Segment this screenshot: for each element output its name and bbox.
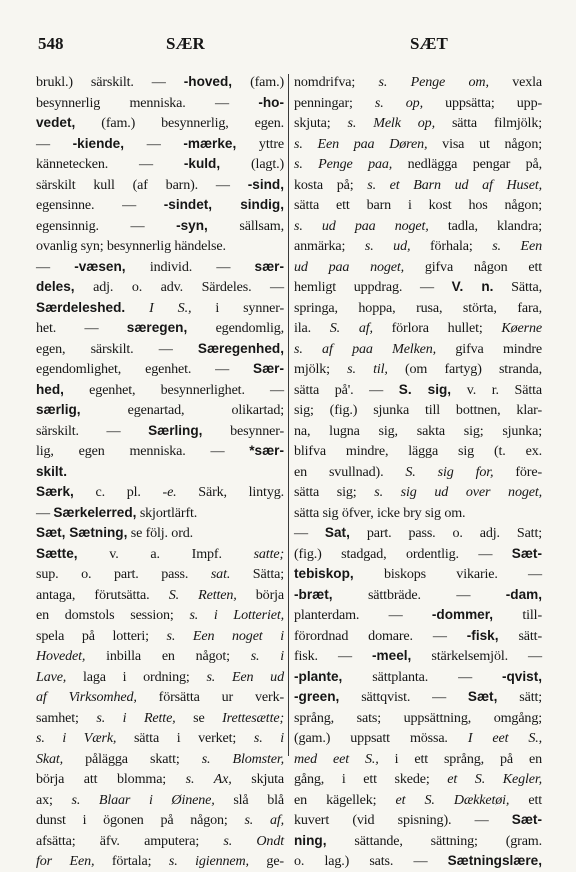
headword: -syn,: [176, 217, 208, 233]
definition-text: planterdam. —: [294, 607, 432, 623]
definition-text: afsätta; äfv. amputera;: [36, 832, 224, 849]
definition-text: individ. —: [125, 258, 255, 275]
dictionary-line: [36, 154, 284, 175]
definition-text: gifva mindre: [436, 340, 542, 357]
example-phrase: s. Blomster,: [201, 750, 284, 767]
headword: -green,: [294, 689, 340, 704]
example-phrase: s. et Barn ud af Huset,: [367, 176, 543, 193]
definition-text: till-: [493, 607, 542, 623]
headword: Særdeleshed.: [36, 299, 126, 315]
definition-text: dunst i ögonen på någon;: [36, 812, 245, 828]
example-phrase: s. af,: [244, 812, 284, 828]
headword: Sæt, Sætning,: [36, 525, 128, 540]
example-phrase: s. Ondt: [223, 832, 284, 849]
example-phrase: s. Melk op,: [347, 115, 435, 131]
definition-text: biskops vikarie. —: [353, 566, 542, 582]
dictionary-line: [294, 318, 542, 339]
definition-text: —: [36, 135, 73, 152]
headword: særlig,: [36, 402, 81, 417]
page-number: 548: [38, 34, 64, 53]
left-headword: SÆR: [166, 34, 205, 53]
definition-text: stärkelsemjöl. —: [411, 648, 543, 664]
headword: Sær-: [253, 361, 284, 376]
headword: Særling,: [148, 422, 203, 438]
definition-text: besynner-: [202, 422, 285, 439]
definition-text: samhet;: [36, 709, 97, 726]
example-phrase: satte;: [253, 545, 284, 562]
dictionary-line: [294, 400, 542, 421]
dictionary-line: [36, 626, 284, 647]
headword: *sær-: [249, 443, 284, 458]
definition-text: egen, särskilt. —: [36, 340, 198, 357]
definition-text: —: [294, 525, 325, 541]
dictionary-line: [294, 175, 542, 196]
dictionary-line: [294, 749, 542, 770]
dictionary-line: [36, 605, 284, 626]
example-phrase: s. op,: [374, 94, 423, 111]
example-phrase: s. Blaar i Øinene,: [71, 791, 215, 808]
definition-text: adj. o. adv. Särdeles. —: [74, 279, 284, 295]
dictionary-line: [294, 421, 542, 442]
definition-text: ax;: [36, 791, 72, 808]
example-phrase: s. i: [253, 730, 284, 746]
dictionary-line: [294, 605, 542, 626]
definition-text: inbilla en något;: [85, 648, 251, 664]
definition-text: na, lugna sig, sakta sig; sjunka;: [294, 422, 542, 439]
definition-text: Sätta;: [230, 566, 284, 582]
example-phrase: s. Een ud: [206, 668, 284, 685]
definition-text: (om fartyg) stranda,: [387, 361, 542, 377]
definition-text: sig; (fig.) sjunka till bottnen, klar-: [294, 402, 542, 418]
headword: -mærke,: [183, 135, 237, 151]
headword: S. sig,: [398, 381, 452, 397]
dictionary-line: [36, 564, 284, 585]
example-phrase: s. til,: [347, 361, 388, 377]
dictionary-line: [36, 585, 284, 606]
headword: Sæt-: [511, 812, 542, 827]
example-phrase: s. i Lotteriet,: [189, 607, 285, 623]
right-headword: SÆT: [410, 34, 448, 53]
definition-text: sättqvist. —: [339, 689, 468, 705]
example-phrase: s. i Værk,: [36, 730, 117, 746]
definition-text: kosta på;: [294, 176, 368, 193]
dictionary-line: [294, 790, 542, 811]
definition-text: tadla, klandra;: [428, 217, 542, 234]
example-phrase: S. Retten,: [168, 586, 237, 603]
example-phrase: s. ud,: [364, 238, 411, 254]
example-phrase: et S. Kegler,: [447, 771, 542, 787]
headword: -væsen,: [74, 258, 126, 274]
definition-text: förordnad domare. —: [294, 627, 467, 644]
example-phrase: s. sig ud over noget,: [374, 484, 542, 500]
dictionary-line: [36, 708, 284, 729]
definition-text: gång, i ett skede;: [294, 771, 448, 787]
dictionary-line: [294, 769, 542, 790]
dictionary-line: [294, 359, 542, 380]
headword: -dommer,: [431, 607, 494, 622]
definition-text: het. —: [36, 320, 127, 336]
left-column: [36, 72, 284, 872]
headword: -kiende,: [72, 135, 125, 151]
dictionary-line: [36, 400, 284, 421]
definition-text: sup. o. part. pass.: [36, 566, 211, 582]
dictionary-line: [294, 831, 542, 852]
definition-text: särskilt. —: [36, 422, 149, 439]
dictionary-line: [294, 564, 542, 585]
example-phrase: s. igiennem,: [168, 853, 249, 869]
dictionary-line: [36, 298, 284, 319]
definition-text: sätta i verket;: [116, 730, 254, 746]
dictionary-line: [36, 482, 284, 503]
definition-text: fisk. —: [294, 648, 373, 664]
dictionary-line: [294, 195, 542, 216]
dictionary-line: [36, 523, 284, 544]
definition-text: mjölk;: [294, 361, 348, 377]
dictionary-line: [36, 257, 284, 278]
headword: -qvist,: [501, 668, 542, 684]
example-phrase: s. Ax,: [185, 771, 232, 787]
headword: Sæt,: [467, 689, 498, 704]
dictionary-line: [36, 113, 284, 134]
definition-text: springa, hoppa, rusa, störta, fara,: [294, 299, 542, 316]
example-phrase: s. Penge paa,: [294, 156, 393, 172]
definition-text: uppsätta; upp-: [422, 94, 543, 111]
headword: -dam,: [505, 586, 542, 602]
definition-text: visa ut någon;: [427, 135, 542, 152]
dictionary-line: [36, 72, 284, 93]
dictionary-line: [36, 790, 284, 811]
example-phrase: s. Penge om,: [378, 74, 489, 90]
headword: særegen,: [126, 320, 188, 335]
definition-text: vexla: [488, 74, 542, 90]
definition-text: (fam.) besynnerlig, egen.: [75, 115, 284, 131]
dictionary-line: [36, 462, 284, 483]
definition-text: (lagt.): [220, 156, 285, 172]
definition-text: ovanlig syn; besynnerlig händelse.: [36, 238, 226, 254]
headword: -bræt,: [294, 586, 333, 602]
headword: -sindet, sindig,: [163, 197, 284, 212]
dictionary-line: [36, 687, 284, 708]
definition-text: —: [36, 258, 75, 275]
dictionary-line: [294, 523, 542, 544]
headword: deles,: [36, 279, 75, 294]
example-phrase: s. Een paa Døren,: [294, 135, 428, 152]
dictionary-line: [294, 298, 542, 319]
definition-text: kuvert (vid spisning). —: [294, 812, 512, 828]
dictionary-line: [36, 749, 284, 770]
definition-text: en kägellek;: [294, 791, 396, 808]
dictionary-line: [36, 318, 284, 339]
dictionary-line: [294, 441, 542, 462]
dictionary-line: [294, 544, 542, 565]
definition-text: språng, sats; uppsättning, omgång;: [294, 709, 542, 726]
dictionary-line: [36, 93, 284, 114]
definition-text: besynnerlig menniska. —: [36, 94, 259, 111]
dictionary-line: [294, 708, 542, 729]
definition-text: sätta filmjölk;: [434, 115, 542, 131]
definition-text: lig, egen menniska. —: [36, 443, 250, 459]
headword: hed,: [36, 381, 64, 397]
dictionary-line: [36, 810, 284, 831]
definition-text: sätta ett barn i kost hos någon;: [294, 197, 542, 213]
dictionary-line: [36, 544, 284, 565]
definition-text: kännetecken. —: [36, 156, 184, 172]
definition-text: nedlägga pengar på,: [392, 156, 542, 172]
definition-text: sällsam,: [207, 217, 284, 234]
definition-text: en domstols session;: [36, 607, 190, 623]
definition-text: part. pass. o. adj. Satt;: [349, 525, 542, 541]
definition-text: i ett språng, på en: [378, 750, 542, 767]
definition-text: sätt-: [498, 627, 542, 644]
dictionary-line: [294, 585, 542, 606]
definition-text: sättbräde. —: [332, 586, 506, 603]
definition-text: sätta sig;: [294, 484, 375, 500]
example-phrase: for Een,: [36, 853, 95, 869]
definition-text: —: [124, 135, 184, 152]
headword: V. n.: [451, 279, 494, 294]
definition-text: o. lag.) sats. —: [294, 853, 448, 869]
dictionary-line: [36, 216, 284, 237]
definition-text: spela på lotteri;: [36, 627, 167, 644]
definition-text: förtala;: [94, 853, 169, 869]
definition-text: penningar;: [294, 94, 375, 111]
dictionary-line: [36, 503, 284, 524]
headword: Særk,: [36, 484, 74, 499]
definition-text: egendomlig,: [187, 320, 284, 336]
definition-text: sätta på'. —: [294, 381, 399, 398]
definition-text: skjuta;: [294, 115, 348, 131]
definition-text: (fig.) stadgad, ordentlig. —: [294, 545, 512, 562]
example-phrase: s. i Rette,: [96, 709, 176, 726]
headword: Særegenhed,: [197, 340, 284, 356]
dictionary-columns: [36, 72, 556, 869]
example-phrase: S. af,: [329, 320, 373, 336]
definition-text: ett: [509, 791, 543, 808]
definition-text: i synner-: [191, 299, 285, 316]
definition-text: skjuta: [231, 771, 285, 787]
example-phrase: ud paa noget,: [294, 258, 405, 275]
dictionary-line: [36, 236, 284, 257]
headword: sær-: [254, 258, 284, 274]
definition-text: egensinnig. —: [36, 217, 177, 234]
dictionary-line: [294, 482, 542, 503]
example-phrase: Irettesætte;: [222, 709, 284, 726]
dictionary-line: [294, 236, 542, 257]
dictionary-line: [294, 851, 542, 872]
headword: -sind,: [247, 176, 284, 192]
example-phrase: s. ud paa noget,: [294, 217, 429, 234]
headword: tebiskop,: [294, 566, 354, 581]
dictionary-line: [36, 380, 284, 401]
definition-text: hemligt uppdrag. —: [294, 279, 452, 295]
example-phrase: S. sig for,: [405, 463, 494, 480]
definition-text: laga i ordning;: [66, 668, 207, 685]
definition-text: anmärka;: [294, 238, 365, 254]
definition-text: brukl.) särskilt. —: [36, 74, 184, 90]
definition-text: (gam.) uppsatt mössa.: [294, 730, 468, 746]
example-phrase: et S. Dækketøi,: [395, 791, 510, 808]
definition-text: c. pl. -: [73, 484, 168, 500]
right-column: [294, 72, 542, 872]
dictionary-line: [36, 359, 284, 380]
headword: -hoved,: [183, 74, 233, 89]
example-phrase: s. Een: [492, 238, 543, 254]
headword: Sætte,: [36, 545, 78, 561]
definition-text: blifva mindre, lägga sig (t. ex.: [294, 443, 542, 459]
definition-text: Sätta,: [493, 279, 542, 295]
dictionary-line: [294, 503, 542, 524]
definition-text: egenhet, besynnerlighet. —: [63, 381, 284, 398]
definition-text: särskilt kull (af barn). —: [36, 176, 248, 193]
definition-text: börja att blomma;: [36, 771, 186, 787]
definition-text: antaga, förutsätta.: [36, 586, 169, 603]
dictionary-line: [294, 93, 542, 114]
definition-text: börja: [236, 586, 284, 603]
headword: Sæt-: [511, 545, 542, 561]
dictionary-line: [294, 462, 542, 483]
example-phrase: af Virksomhed,: [36, 689, 137, 705]
example-phrase: Hovedet,: [36, 648, 86, 664]
example-phrase: s. Een noget i: [166, 627, 284, 644]
dictionary-line: [294, 667, 542, 688]
dictionary-line: [36, 277, 284, 298]
example-phrase: I eet S.,: [467, 730, 542, 746]
dictionary-line: [294, 728, 542, 749]
definition-text: försätta ur verk-: [136, 689, 285, 705]
dictionary-line: [36, 769, 284, 790]
definition-text: en svullnad).: [294, 463, 406, 480]
page-header: [38, 34, 552, 58]
definition-text: pålägga skatt;: [63, 750, 202, 767]
dictionary-line: [294, 339, 542, 360]
definition-text: egenartad, olikartad;: [80, 402, 284, 418]
headword: -plante,: [294, 668, 343, 684]
definition-text: ila.: [294, 320, 330, 336]
definition-text: förhala;: [410, 238, 493, 254]
example-phrase: e.: [167, 484, 177, 500]
example-phrase: s. i: [250, 648, 284, 664]
headword: -fisk,: [466, 627, 499, 643]
definition-text: nomdrifva;: [294, 74, 379, 90]
definition-text: [125, 300, 149, 316]
definition-text: sätta sig öfver, icke bry sig om.: [294, 504, 466, 521]
dictionary-line: [36, 134, 284, 155]
definition-text: (fam.): [232, 74, 284, 90]
definition-text: gifva någon ett: [404, 258, 542, 275]
dictionary-line: [294, 257, 542, 278]
definition-text: skjortlärft.: [136, 504, 198, 521]
dictionary-line: [36, 646, 284, 667]
definition-text: v. r. Sätta: [451, 381, 542, 398]
dictionary-line: [294, 154, 542, 175]
dictionary-line: [36, 441, 284, 462]
example-phrase: s. af paa Melken,: [294, 340, 437, 357]
dictionary-line: [294, 626, 542, 647]
headword: -kuld,: [183, 156, 221, 171]
definition-text: sättande, sättning; (gram.: [326, 832, 542, 849]
dictionary-line: [294, 277, 542, 298]
definition-text: v. a. Impf.: [77, 545, 254, 562]
definition-text: egendomlighet, egenhet. —: [36, 361, 254, 377]
headword: -meel,: [372, 648, 412, 663]
headword: Særkelerred,: [53, 504, 137, 520]
definition-text: sätt;: [497, 689, 542, 705]
dictionary-line: [294, 113, 542, 134]
definition-text: Särk, lintyg.: [176, 484, 284, 500]
headword: -ho-: [258, 94, 284, 110]
definition-text: slå blå: [214, 791, 284, 808]
definition-text: yttre: [236, 135, 284, 152]
dictionary-line: [294, 810, 542, 831]
dictionary-line: [36, 195, 284, 216]
headword: ning,: [294, 832, 327, 848]
dictionary-line: [36, 339, 284, 360]
dictionary-line: [294, 134, 542, 155]
dictionary-line: [36, 175, 284, 196]
dictionary-line: [36, 421, 284, 442]
headword: Sat,: [324, 525, 350, 540]
definition-text: före-: [493, 463, 542, 480]
example-phrase: Lave,: [36, 668, 67, 685]
headword: skilt.: [36, 463, 67, 479]
headword: Sætningslære,: [447, 853, 542, 868]
example-phrase: sat.: [210, 566, 231, 582]
definition-text: förlora hullet;: [372, 320, 502, 336]
example-phrase: I S.,: [149, 299, 192, 316]
headword: vedet,: [36, 115, 76, 130]
example-phrase: Skat,: [36, 750, 64, 767]
definition-text: se följ. ord.: [127, 525, 194, 541]
dictionary-line: [36, 667, 284, 688]
example-phrase: Køerne: [501, 320, 542, 336]
column-divider: [288, 74, 289, 756]
definition-text: sättplanta. —: [342, 668, 502, 685]
example-phrase: med eet S.,: [294, 750, 379, 767]
dictionary-line: [36, 728, 284, 749]
definition-text: —: [36, 504, 54, 521]
dictionary-line: [294, 72, 542, 93]
dictionary-line: [36, 851, 284, 872]
dictionary-line: [294, 380, 542, 401]
definition-text: egensinne. —: [36, 197, 164, 213]
dictionary-line: [294, 646, 542, 667]
definition-text: ge-: [248, 853, 284, 869]
dictionary-line: [294, 216, 542, 237]
dictionary-line: [36, 831, 284, 852]
definition-text: se: [175, 709, 223, 726]
dictionary-line: [294, 687, 542, 708]
